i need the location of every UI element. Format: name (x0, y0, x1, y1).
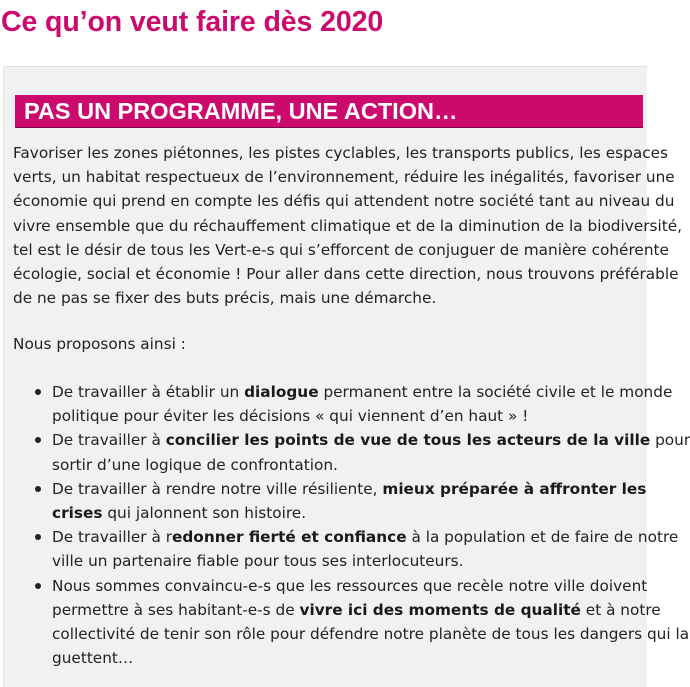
item-line: ville un partenaire fiable pour tous ses interlocuteurs. (52, 552, 464, 571)
item-line: Nous sommes convaincu-e-s que les ressources que recèle notre ville doivent (52, 576, 648, 595)
intro-paragraph (13, 141, 683, 310)
bullet-icon (35, 583, 41, 589)
intro-line: Favoriser les zones piétonnes, les pistes cyclables, les transports publics, les espaces (13, 144, 668, 162)
item-line: De travailler à établir un dialogue permanent entre la société civile et le monde (52, 383, 673, 401)
item-line: collectivité de tenir son rôle pour défendre notre planète de tous les dangers qui la (52, 625, 690, 644)
content-panel (3, 66, 690, 687)
intro-line: écologie, social et économie ! Pour aller dans cette direction, nous trouvons préférable (13, 265, 679, 284)
item-line: permettre à ses habitant-e-s de vivre ici des moments de qualité et à notre (52, 600, 661, 619)
item-line: De travailler à redonner fierté et confiance à la population et de faire de notre (52, 528, 679, 547)
bullet-icon (35, 389, 41, 395)
intro-line: vivre ensemble que du réchauffement climatique et de la diminution de la biodiversité, (13, 216, 683, 235)
item-line: De travailler à rendre notre ville résiliente, mieux préparée à affronter les (52, 479, 647, 498)
section-heading-banner (15, 95, 643, 128)
item-line: sortir d’une logique de confrontation. (52, 455, 338, 474)
item-line: De travailler à concilier les points de vue de tous les acteurs de la ville pour (52, 431, 690, 450)
page-title: Ce qu’on veut faire dès 2020 (1, 6, 384, 38)
item-line: guettent… (52, 649, 134, 668)
bullet-icon (35, 486, 41, 492)
intro-line: de ne pas se fixer des buts précis, mais une démarche. (13, 289, 437, 308)
list-item (4, 525, 679, 573)
proposals-list (4, 380, 690, 670)
bullet-icon (35, 534, 41, 540)
bullet-icon (35, 437, 41, 443)
section-heading: PAS UN PROGRAMME, UNE ACTION… (24, 98, 458, 124)
intro-line: tel est le désir de tous les Vert-e-s qui s’efforcent de conjuguer de manière cohérente (13, 240, 669, 259)
list-item (4, 380, 673, 428)
list-item (4, 477, 647, 525)
intro-line: économie qui prend en compte les défis qui attendent notre société tant au niveau du (13, 192, 675, 211)
proposals-lead: Nous proposons ainsi : (13, 335, 186, 353)
intro-line: verts, un habitat respectueux de l’environnement, réduire les inégalités, favoriser une (13, 168, 675, 187)
list-item (4, 574, 690, 671)
list-item (4, 428, 690, 476)
item-line: politique pour éviter les décisions « qui viennent d’en haut » ! (52, 407, 529, 426)
item-line: crises qui jalonnent son histoire. (52, 504, 307, 523)
